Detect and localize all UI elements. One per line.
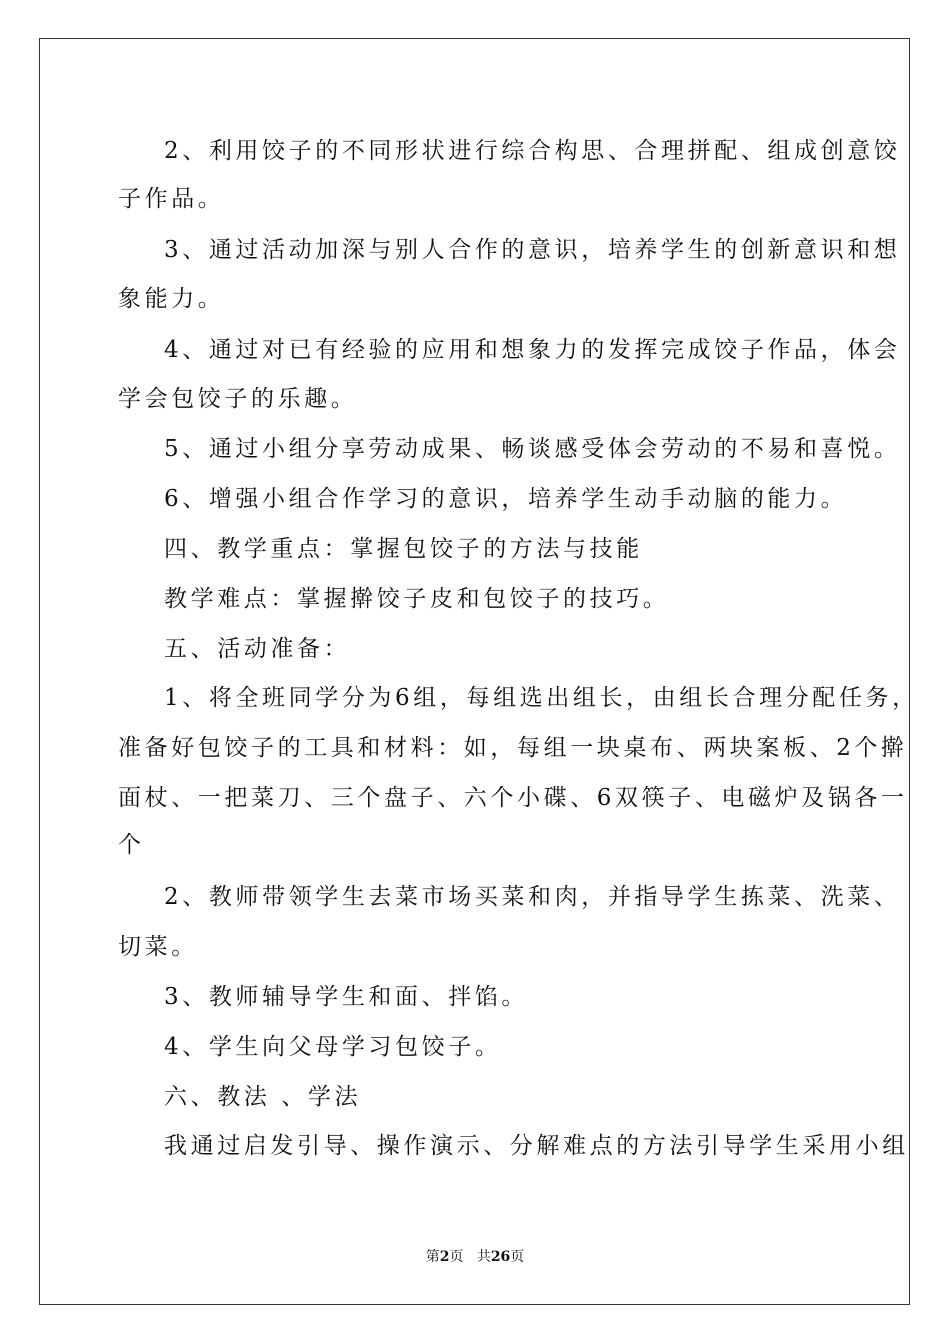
body-line: 4、通过对已有经验的应用和想象力的发挥完成饺子作品，体会 xyxy=(164,337,901,363)
total-suffix: 页 xyxy=(510,1249,525,1265)
page-suffix: 页 xyxy=(449,1249,464,1265)
body-line: 1、将全班同学分为6组，每组选出组长，由组长合理分配任务， xyxy=(164,685,919,711)
body-line: 6、增强小组合作学习的意识，培养学生动手动脑的能力。 xyxy=(164,486,848,512)
section-heading: 五、活动准备： xyxy=(164,636,351,662)
body-line: 象能力。 xyxy=(118,286,225,312)
body-line: 准备好包饺子的工具和材料：如，每组一块桌布、两块案板、2个擀 xyxy=(118,735,908,761)
section-heading: 六、教法 、学法 xyxy=(164,1084,362,1110)
total-prefix: 共 xyxy=(476,1249,491,1265)
page-footer xyxy=(0,1248,950,1266)
body-line: 3、教师辅导学生和面、拌馅。 xyxy=(164,984,529,1010)
body-line: 3、通过活动加深与别人合作的意识，培养学生的创新意识和想 xyxy=(164,237,901,263)
section-heading: 四、教学重点：掌握包饺子的方法与技能 xyxy=(164,536,643,562)
body-line: 面杖、一把菜刀、三个盘子、六个小碟、6双筷子、电磁炉及锅各一 xyxy=(118,785,908,811)
body-line: 教学难点：掌握擀饺子皮和包饺子的技巧。 xyxy=(164,586,670,612)
page-border xyxy=(39,38,919,1305)
page-number: 2 xyxy=(439,1249,450,1265)
body-line: 学会包饺子的乐趣。 xyxy=(118,386,358,412)
body-line: 5、通过小组分享劳动成果、畅谈感受体会劳动的不易和喜悦。 xyxy=(164,436,901,462)
total-pages: 26 xyxy=(490,1249,511,1265)
body-line: 2、利用饺子的不同形状进行综合构思、合理拼配、组成创意饺 xyxy=(164,138,901,164)
page-prefix: 第 xyxy=(425,1249,440,1265)
body-line: 子作品。 xyxy=(118,186,225,212)
body-line: 2、教师带领学生去菜市场买菜和肉，并指导学生拣菜、洗菜、 xyxy=(164,884,901,910)
body-line: 4、学生向父母学习包饺子。 xyxy=(164,1034,502,1060)
body-line: 我通过启发引导、操作演示、分解难点的方法引导学生采用小组 xyxy=(164,1133,909,1159)
body-line: 切菜。 xyxy=(118,934,198,960)
body-line: 个 xyxy=(118,832,145,858)
